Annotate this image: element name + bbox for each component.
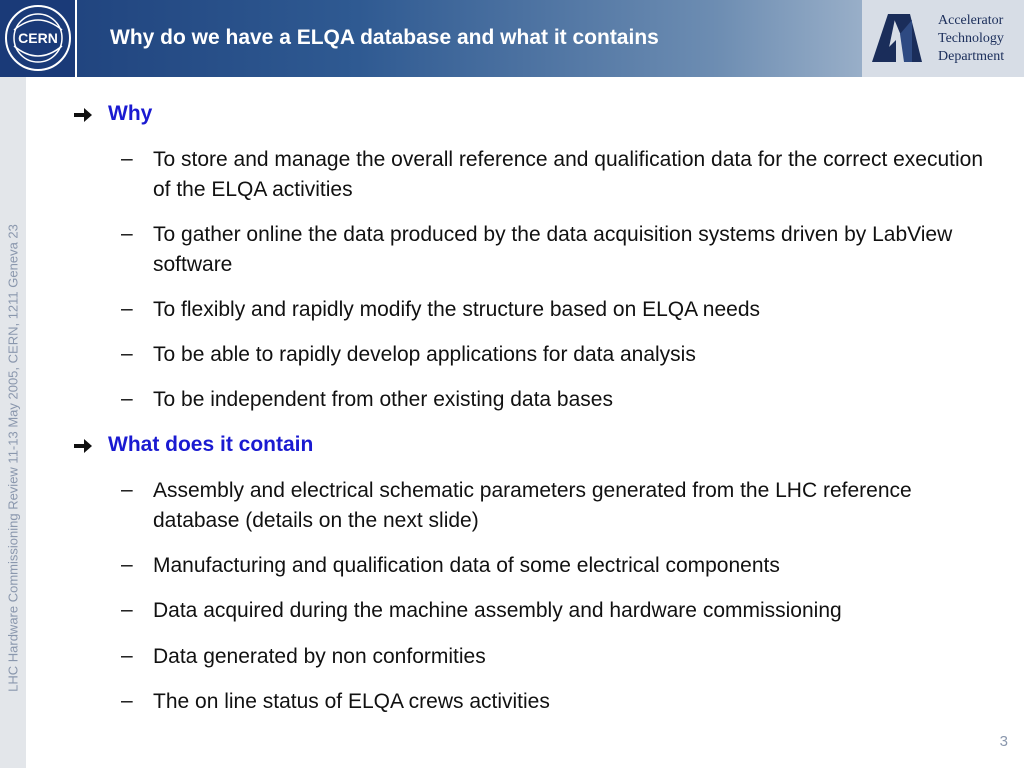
- list-item: To flexibly and rapidly modify the structure based on ELQA needs: [153, 298, 761, 321]
- dash-bullet: –: [121, 689, 133, 712]
- atd-logo-box: [862, 0, 1024, 77]
- cern-logo: [0, 0, 77, 77]
- header-bar: [0, 0, 1024, 77]
- cern-logo-text: CERN: [18, 30, 58, 46]
- dash-bullet: –: [121, 297, 133, 320]
- atd-text: [938, 12, 1004, 66]
- list-item: Data acquired during the machine assembly and hardware commissioning: [153, 599, 842, 622]
- page-number: 3: [999, 733, 1008, 750]
- arrow-bullet-icon: [72, 435, 94, 457]
- list-item: Data generated by non conformities: [153, 645, 486, 668]
- dash-bullet: –: [121, 147, 133, 170]
- dash-bullet: –: [121, 553, 133, 576]
- atd-logo-icon: [866, 0, 936, 77]
- dash-bullet: –: [121, 342, 133, 365]
- dash-bullet: –: [121, 598, 133, 621]
- atd-line-2: Technology: [938, 31, 1004, 46]
- atd-line-1: Accelerator: [938, 13, 1004, 28]
- list-item: To store and manage the overall reference and qualification data for the correct execution of the ELQA activities: [153, 148, 984, 201]
- section-heading-contents: What does it contain: [108, 433, 314, 456]
- list-item: To be independent from other existing data bases: [153, 388, 613, 411]
- arrow-bullet-icon: [72, 104, 94, 126]
- slide-title: Why do we have a ELQA database and what it contains: [110, 26, 659, 49]
- dash-bullet: –: [121, 387, 133, 410]
- list-item: To be able to rapidly develop applications for data analysis: [153, 343, 696, 366]
- dash-bullet: –: [121, 222, 133, 245]
- atd-line-3: Department: [938, 49, 1005, 64]
- list-item: Manufacturing and qualification data of some electrical components: [153, 554, 780, 577]
- section-heading-why: Why: [108, 102, 153, 125]
- list-item: To gather online the data produced by the data acquisition systems driven by LabView software: [153, 223, 953, 276]
- list-item: Assembly and electrical schematic parameters generated from the LHC reference database (details on the next slide): [153, 479, 912, 532]
- list-item: The on line status of ELQA crews activities: [153, 690, 550, 713]
- vertical-footer-text: LHC Hardware Commissioning Review 11-13 May 2005, CERN, 1211 Geneva 23: [5, 224, 21, 692]
- dash-bullet: –: [121, 644, 133, 667]
- dash-bullet: –: [121, 478, 133, 501]
